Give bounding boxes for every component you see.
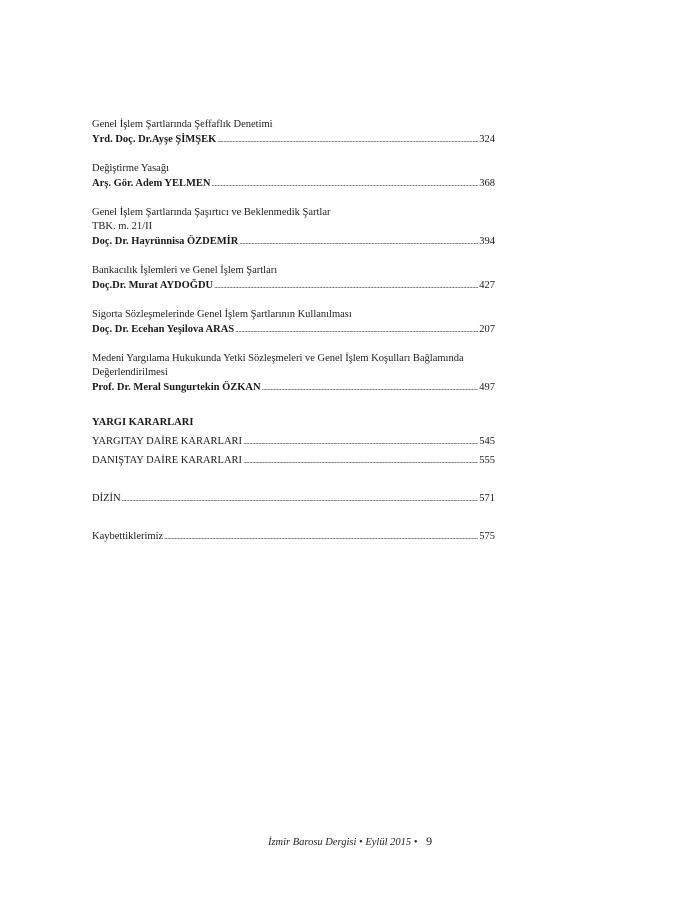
article-title-continued: TBK. m. 21/II <box>92 221 153 232</box>
article-author: Doç.Dr. Murat AYDOĞDU <box>92 280 214 291</box>
page-ref: 497 <box>479 382 495 393</box>
page-ref: 394 <box>479 236 495 247</box>
article-author: Arş. Gör. Adem YELMEN <box>92 178 211 189</box>
dot-leader <box>243 453 478 468</box>
article-author: Doç. Dr. Ecehan Yeşilova ARAS <box>92 324 235 335</box>
page-ref: 571 <box>479 493 495 504</box>
page-footer <box>0 834 700 849</box>
author-line <box>92 322 495 337</box>
article-title: Bankacılık İşlemleri ve Genel İşlem Şartları <box>92 265 278 276</box>
author-line <box>92 132 495 147</box>
toc-line-yargitay <box>92 434 495 449</box>
article-title-continued: Değerlendirilmesi <box>92 367 168 378</box>
page-ref: 324 <box>479 134 495 145</box>
article-title: Genel İşlem Şartlarında Şeffaflık Denetimi <box>92 119 273 130</box>
author-line <box>92 234 495 249</box>
page-ref: 368 <box>479 178 495 189</box>
dot-leader <box>214 278 478 293</box>
toc-entry <box>92 264 495 293</box>
toc-entry <box>92 118 495 147</box>
article-title: Sigorta Sözleşmelerinde Genel İşlem Şartlarının Kullanılması <box>92 309 352 320</box>
toc-entry <box>92 352 495 395</box>
page-number: 9 <box>426 834 433 848</box>
section-item-label: DANIŞTAY DAİRE KARARLARI <box>92 455 243 466</box>
dot-leader <box>243 434 478 449</box>
dot-leader <box>122 491 479 506</box>
author-line <box>92 380 495 395</box>
section-item-label: YARGITAY DAİRE KARARLARI <box>92 436 243 447</box>
article-title: Değiştirme Yasağı <box>92 163 169 174</box>
author-line <box>92 278 495 293</box>
article-author: Doç. Dr. Hayrünnisa ÖZDEMİR <box>92 236 239 247</box>
page-ref: 575 <box>479 531 495 542</box>
dot-leader <box>239 234 478 249</box>
dot-leader <box>164 529 478 544</box>
section-item-label: Kaybettiklerimiz <box>92 531 164 542</box>
page-ref: 545 <box>479 436 495 447</box>
toc-line-danistay <box>92 453 495 468</box>
page-ref: 207 <box>479 324 495 335</box>
journal-name: İzmir Barosu Dergisi • Eylül 2015 • <box>267 837 418 848</box>
author-line <box>92 176 495 191</box>
article-title: Genel İşlem Şartlarında Şaşırtıcı ve Beklenmedik Şartlar <box>92 207 331 218</box>
toc-entry <box>92 308 495 337</box>
dot-leader <box>235 322 478 337</box>
toc-line-kaybettiklerimiz <box>92 529 495 544</box>
page-ref: 555 <box>479 455 495 466</box>
article-title: Medeni Yargılama Hukukunda Yetki Sözleşmeleri ve Genel İşlem Koşulları Bağlamında <box>92 353 464 364</box>
table-of-contents <box>92 118 495 544</box>
article-author: Yrd. Doç. Dr.Ayşe ŞİMŞEK <box>92 134 217 145</box>
toc-entry <box>92 206 495 249</box>
page-ref: 427 <box>479 280 495 291</box>
dot-leader <box>217 132 478 147</box>
article-author: Prof. Dr. Meral Sungurtekin ÖZKAN <box>92 382 261 393</box>
toc-entry <box>92 162 495 191</box>
toc-line-dizin <box>92 491 495 506</box>
dot-leader <box>262 380 479 395</box>
section-heading-yargi: YARGI KARARLARI <box>92 417 194 428</box>
section-item-label: DİZİN <box>92 493 121 504</box>
dot-leader <box>212 176 479 191</box>
